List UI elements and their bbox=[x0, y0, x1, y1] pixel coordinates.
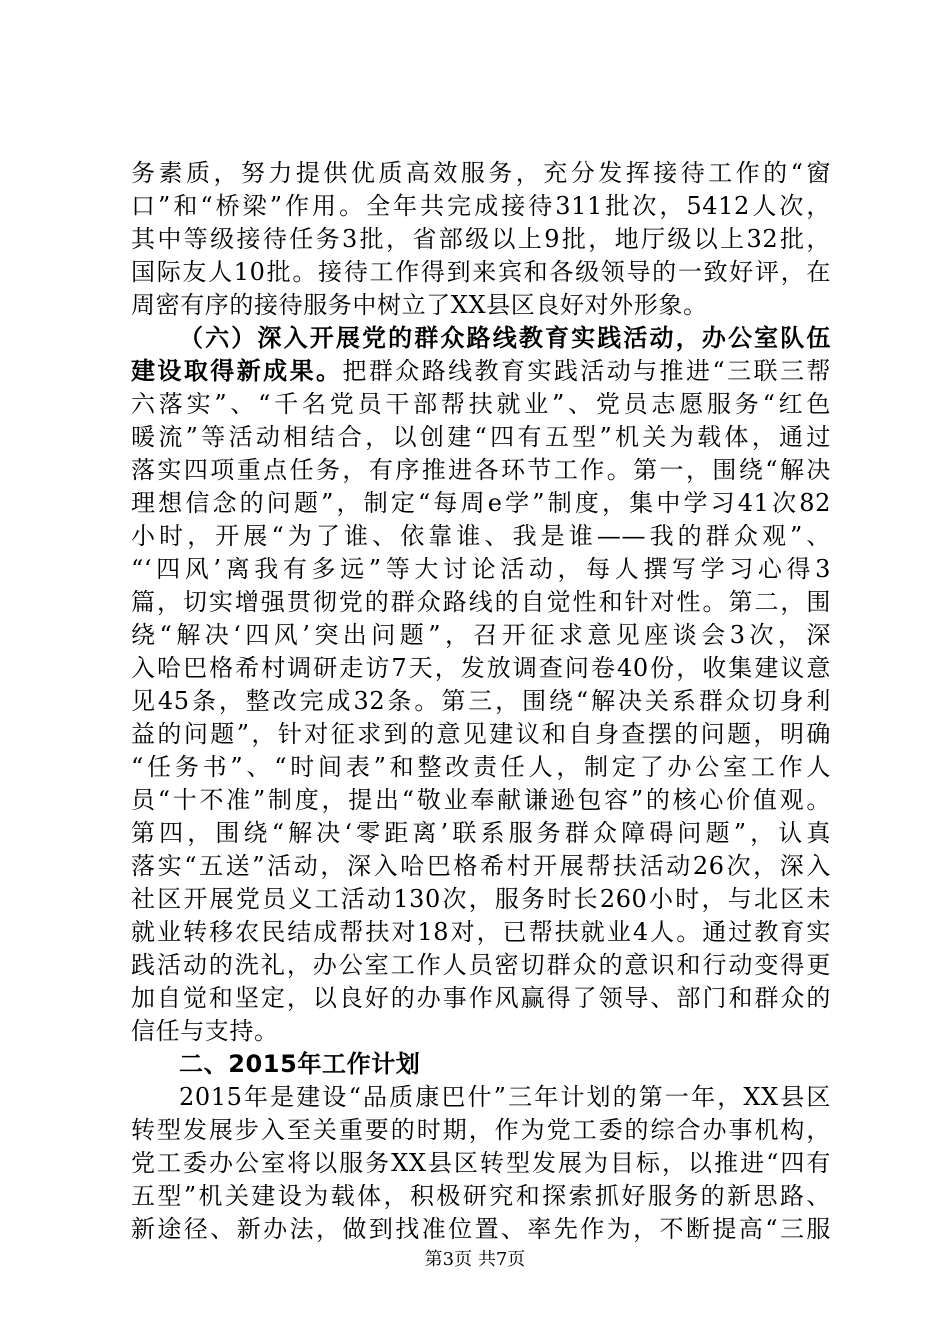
section-heading: 二、2015年工作计划 bbox=[179, 1050, 421, 1078]
text-line: 第四，围绕“解决‘零距离’联系服务群众障碍问题”，认真 bbox=[131, 819, 831, 847]
text-line: 就业转移农民结成帮扶对18对，已帮扶就业4人。通过教育实 bbox=[131, 918, 831, 946]
text-line: 见45条，整改完成32条。第三，围绕“解决关系群众切身利 bbox=[131, 687, 831, 715]
paragraph-heading-continued: 建设取得新成果。 bbox=[131, 357, 343, 385]
text-line: 益的问题”，针对征求到的意见建议和自身查摆的问题，明确 bbox=[131, 720, 831, 748]
paragraph-2015-plan bbox=[131, 1081, 831, 1246]
text-line: 务素质，努力提供优质高效服务，充分发挥接待工作的“窗 bbox=[131, 159, 831, 187]
text-line: 落实“五送”活动，深入哈巴格希村开展帮扶活动26次，深入 bbox=[131, 852, 831, 880]
text-line: 信任与支持。 bbox=[131, 1017, 279, 1045]
text-line: 暖流”等活动相结合，以创建“四有五型”机关为载体，通过 bbox=[131, 423, 831, 451]
text-line: 新途径、新办法，做到找准位置、率先作为，不断提高“三服 bbox=[131, 1215, 831, 1243]
text-line: 口”和“桥梁”作用。全年共完成接待311批次，5412人次， bbox=[131, 192, 831, 220]
text-line: 践活动的洗礼，办公室工作人员密切群众的意识和行动变得更 bbox=[131, 951, 831, 979]
text-line: 小时，开展“为了谁、依靠谁、我是谁——我的群众观”、 bbox=[131, 522, 831, 550]
paragraph-reception bbox=[131, 157, 831, 322]
document-body bbox=[131, 157, 831, 1246]
text-line: 社区开展党员义工活动130次，服务时长260小时，与北区未 bbox=[131, 885, 831, 913]
page-number-footer: 第3页 共7页 bbox=[424, 1249, 526, 1270]
text-line: 党工委办公室将以服务XX县区转型发展为目标，以推进“四有 bbox=[131, 1149, 831, 1177]
text-line: “任务书”、“时间表”和整改责任人，制定了办公室工作人 bbox=[131, 753, 831, 781]
text-line: 员“十不准”制度，提出“敬业奉献谦逊包容”的核心价值观。 bbox=[131, 786, 831, 814]
text-line: 2015年是建设“品质康巴什”三年计划的第一年，XX县区 bbox=[179, 1083, 831, 1111]
text-line: 绕“解决‘四风’突出问题”，召开征求意见座谈会3次，深 bbox=[131, 621, 831, 649]
text-line: 转型发展步入至关重要的时期，作为党工委的综合办事机构， bbox=[131, 1116, 831, 1144]
text-run: 把群众路线教育实践活动与推进“三联三帮 bbox=[342, 357, 831, 385]
text-line: 篇，切实增强贯彻党的群众路线的自觉性和针对性。第二，围 bbox=[131, 588, 831, 616]
text-line: 周密有序的接待服务中树立了XX县区良好对外形象。 bbox=[131, 291, 708, 319]
text-line: 入哈巴格希村调研走访7天，发放调查问卷40份，收集建议意 bbox=[131, 654, 831, 682]
text-line: 理想信念的问题”，制定“每周e学”制度，集中学习41次82 bbox=[131, 489, 831, 517]
text-line: 五型”机关建设为载体，积极研究和探索抓好服务的新思路、 bbox=[131, 1182, 831, 1210]
paragraph-mass-line-education bbox=[131, 322, 831, 1048]
text-line: 其中等级接待任务3批，省部级以上9批，地厅级以上32批， bbox=[131, 225, 831, 253]
text-line: 国际友人10批。接待工作得到来宾和各级领导的一致好评，在 bbox=[131, 258, 831, 286]
text-line: “‘四风’离我有多远”等大讨论活动，每人撰写学习心得3 bbox=[131, 555, 831, 583]
text-line bbox=[131, 355, 831, 388]
paragraph-heading: （六）深入开展党的群众路线教育实践活动，办公室队伍 bbox=[179, 324, 831, 352]
text-line: 六落实”、“千名党员干部帮扶就业”、党员志愿服务“红色 bbox=[131, 390, 831, 418]
text-line: 落实四项重点任务，有序推进各环节工作。第一，围绕“解决 bbox=[131, 456, 831, 484]
text-line: 加自觉和坚定，以良好的办事作风赢得了领导、部门和群众的 bbox=[131, 984, 831, 1012]
